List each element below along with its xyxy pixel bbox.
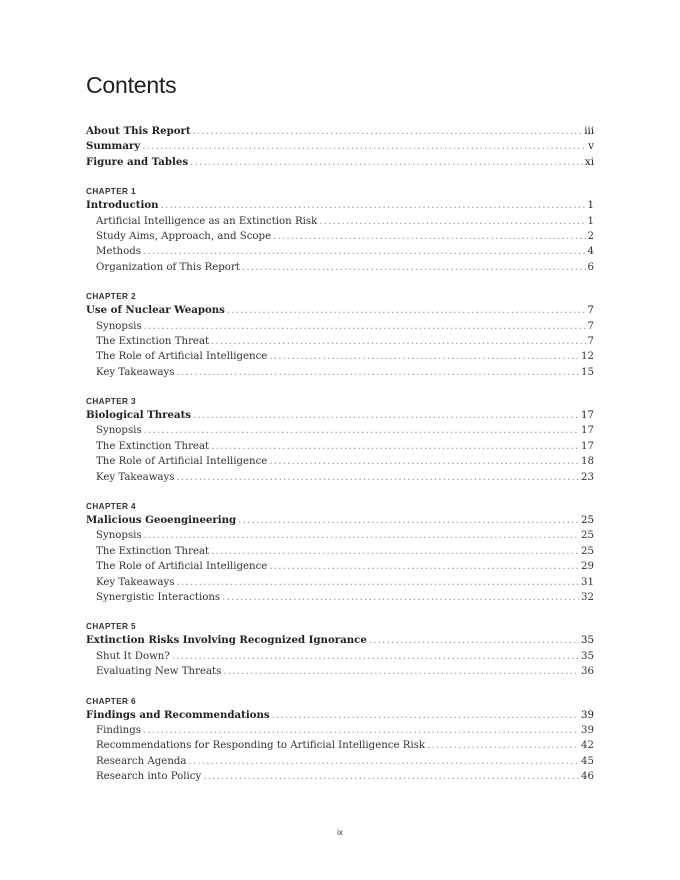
toc-section-entry[interactable]: [86, 365, 594, 380]
toc-page-number: 42: [581, 740, 594, 752]
toc-section-entry[interactable]: [86, 214, 594, 229]
toc-page-number: 32: [581, 591, 594, 603]
toc-page-number: 2: [587, 230, 594, 242]
toc-chapter-title[interactable]: [86, 408, 594, 423]
toc-page-number: 4: [587, 246, 594, 258]
toc-page-number: 31: [581, 576, 594, 588]
chapter-block: [86, 288, 594, 380]
dot-leader: [172, 649, 579, 664]
toc-entry-label: Methods: [96, 246, 141, 258]
toc-entry-label: Recommendations for Responding to Artificial Intelligence Risk: [96, 740, 426, 752]
dot-leader: [269, 349, 579, 364]
dot-leader: [144, 319, 586, 334]
dot-leader: [142, 139, 586, 154]
toc-section-entry[interactable]: [86, 664, 594, 679]
dot-leader: [190, 155, 583, 170]
toc-page-number: 35: [581, 650, 594, 662]
toc-page-number: v: [588, 141, 594, 153]
toc-chapter-title[interactable]: [86, 513, 594, 528]
toc-page-number: 36: [581, 666, 594, 678]
dot-leader: [211, 439, 579, 454]
toc-page-number: 35: [581, 635, 594, 647]
dot-leader: [369, 633, 579, 648]
toc-page-number: 1: [587, 215, 594, 227]
toc-entry-label: Research Agenda: [96, 755, 187, 767]
dot-leader: [177, 575, 580, 590]
toc-section-entry[interactable]: [86, 723, 594, 738]
toc-entry-figures[interactable]: [86, 155, 594, 170]
toc-section-entry[interactable]: [86, 334, 594, 349]
toc-entry-label: Extinction Risks Involving Recognized Ignorance: [86, 634, 367, 647]
toc-section-entry[interactable]: [86, 454, 594, 469]
toc-entry-about[interactable]: [86, 124, 594, 139]
chapter-block: [86, 393, 594, 485]
toc-entry-label: Study Aims, Approach, and Scope: [96, 230, 272, 242]
toc-page-number: 23: [581, 471, 594, 483]
dot-leader: [177, 365, 580, 380]
toc-section-entry[interactable]: [86, 575, 594, 590]
toc-section-entry[interactable]: [86, 769, 594, 784]
toc-section-entry[interactable]: [86, 319, 594, 334]
toc-entry-label: The Extinction Threat: [96, 335, 210, 347]
toc-page-number: 12: [581, 351, 594, 363]
toc-entry-label: Artificial Intelligence as an Extinction Risk: [96, 215, 318, 227]
toc-section-entry[interactable]: [86, 229, 594, 244]
folio-page-number: ix: [337, 828, 343, 837]
toc-page-number: 1: [587, 200, 594, 212]
toc-page-number: 7: [587, 335, 594, 347]
toc-section-entry[interactable]: [86, 439, 594, 454]
dot-leader: [319, 214, 585, 229]
toc-section-entry[interactable]: [86, 754, 594, 769]
toc-page-number: 46: [581, 771, 594, 783]
toc-entry-label: Synopsis: [96, 425, 142, 437]
toc-entry-label: Summary: [86, 140, 141, 153]
toc-entry-label: Findings: [96, 724, 141, 736]
toc-entry-label: The Extinction Threat: [96, 440, 210, 452]
toc-entry-label: Research into Policy: [96, 771, 202, 783]
dot-leader: [193, 408, 579, 423]
front-matter: [86, 124, 594, 170]
toc-entry-label: The Role of Artificial Intelligence: [96, 351, 268, 363]
dot-leader: [223, 664, 579, 679]
toc-page-number: 7: [587, 320, 594, 332]
chapter-block: [86, 183, 594, 275]
dot-leader: [272, 708, 579, 723]
chapter-number-label: CHAPTER 1: [86, 187, 137, 197]
dot-leader: [188, 754, 579, 769]
toc-page-number: 15: [581, 366, 594, 378]
toc-entry-label: Synopsis: [96, 530, 142, 542]
toc-entry-label: Key Takeaways: [96, 471, 175, 483]
dot-leader: [427, 738, 579, 753]
toc-chapter-title[interactable]: [86, 633, 594, 648]
chapter-number-label: CHAPTER 4: [86, 502, 137, 512]
dot-leader: [193, 124, 583, 139]
toc-section-entry[interactable]: [86, 590, 594, 605]
dot-leader: [143, 244, 586, 259]
page-title: Contents: [86, 72, 177, 98]
toc-section-entry[interactable]: [86, 260, 594, 275]
toc-entry-label: Shut It Down?: [96, 650, 170, 662]
toc-page-number: 39: [581, 709, 594, 721]
toc-entry-label: The Extinction Threat: [96, 545, 210, 557]
toc-page-number: iii: [584, 126, 594, 137]
toc-section-entry[interactable]: [86, 349, 594, 364]
toc-entry-summary[interactable]: [86, 139, 594, 154]
toc-section-entry[interactable]: [86, 738, 594, 753]
toc-entry-label: The Role of Artificial Intelligence: [96, 561, 268, 573]
dot-leader: [144, 528, 579, 543]
toc-section-entry[interactable]: [86, 528, 594, 543]
chapter-block: [86, 498, 594, 605]
toc-entry-label: Synopsis: [96, 320, 142, 332]
dot-leader: [211, 544, 579, 559]
toc-page-number: 17: [581, 440, 594, 452]
toc-entry-label: About This Report: [86, 125, 191, 137]
toc-entry-label: Organization of This Report: [96, 261, 240, 273]
toc-page-number: 17: [581, 410, 594, 422]
dot-leader: [273, 229, 585, 244]
dot-leader: [242, 260, 586, 275]
toc-entry-label: Key Takeaways: [96, 576, 175, 588]
dot-leader: [269, 559, 579, 574]
toc-entry-label: Figure and Tables: [86, 155, 189, 168]
toc-section-entry[interactable]: [86, 559, 594, 574]
toc-chapter-title[interactable]: [86, 303, 594, 318]
toc-entry-label: Findings and Recommendations: [86, 708, 270, 721]
dot-leader: [222, 590, 579, 605]
toc-entry-label: Introduction: [86, 199, 159, 212]
dot-leader: [269, 454, 579, 469]
toc-entry-label: The Role of Artificial Intelligence: [96, 456, 268, 468]
toc-chapter-title[interactable]: [86, 198, 594, 213]
toc-section-entry[interactable]: [86, 649, 594, 664]
toc-entry-label: Key Takeaways: [96, 366, 175, 378]
table-of-contents: [86, 124, 594, 785]
chapter-number-label: CHAPTER 3: [86, 397, 137, 407]
toc-entry-label: Use of Nuclear Weapons: [86, 304, 225, 317]
toc-page-number: 7: [587, 305, 594, 317]
toc-page-number: 6: [587, 261, 594, 273]
toc-entry-label: Malicious Geoengineering: [86, 514, 237, 527]
toc-page-number: 18: [581, 456, 594, 468]
toc-page-number: 25: [581, 515, 594, 527]
toc-section-entry[interactable]: [86, 544, 594, 559]
dot-leader: [227, 303, 586, 318]
toc-section-entry[interactable]: [86, 244, 594, 259]
chapter-number-label: CHAPTER 5: [86, 622, 137, 632]
toc-entry-label: Synergistic Interactions: [96, 591, 221, 603]
toc-entry-label: Evaluating New Threats: [96, 666, 222, 678]
toc-page-number: 25: [581, 530, 594, 542]
dot-leader: [177, 470, 580, 485]
toc-chapter-title[interactable]: [86, 708, 594, 723]
toc-page-number: 39: [581, 724, 594, 736]
chapter-number-label: CHAPTER 6: [86, 696, 137, 706]
dot-leader: [238, 513, 579, 528]
chapter-list: [86, 183, 594, 784]
dot-leader: [161, 198, 586, 213]
toc-page-number: 29: [581, 561, 594, 573]
chapter-block: [86, 693, 594, 785]
toc-section-entry[interactable]: [86, 423, 594, 438]
toc-page-number: 45: [581, 755, 594, 767]
toc-page-number: 17: [581, 425, 594, 437]
toc-section-entry[interactable]: [86, 470, 594, 485]
chapter-block: [86, 618, 594, 679]
dot-leader: [203, 769, 579, 784]
chapter-number-label: CHAPTER 2: [86, 292, 137, 302]
toc-page-number: xi: [584, 156, 594, 168]
toc-page-number: 25: [581, 545, 594, 557]
toc-entry-label: Biological Threats: [86, 409, 192, 422]
dot-leader: [211, 334, 585, 349]
dot-leader: [144, 423, 579, 438]
dot-leader: [143, 723, 579, 738]
